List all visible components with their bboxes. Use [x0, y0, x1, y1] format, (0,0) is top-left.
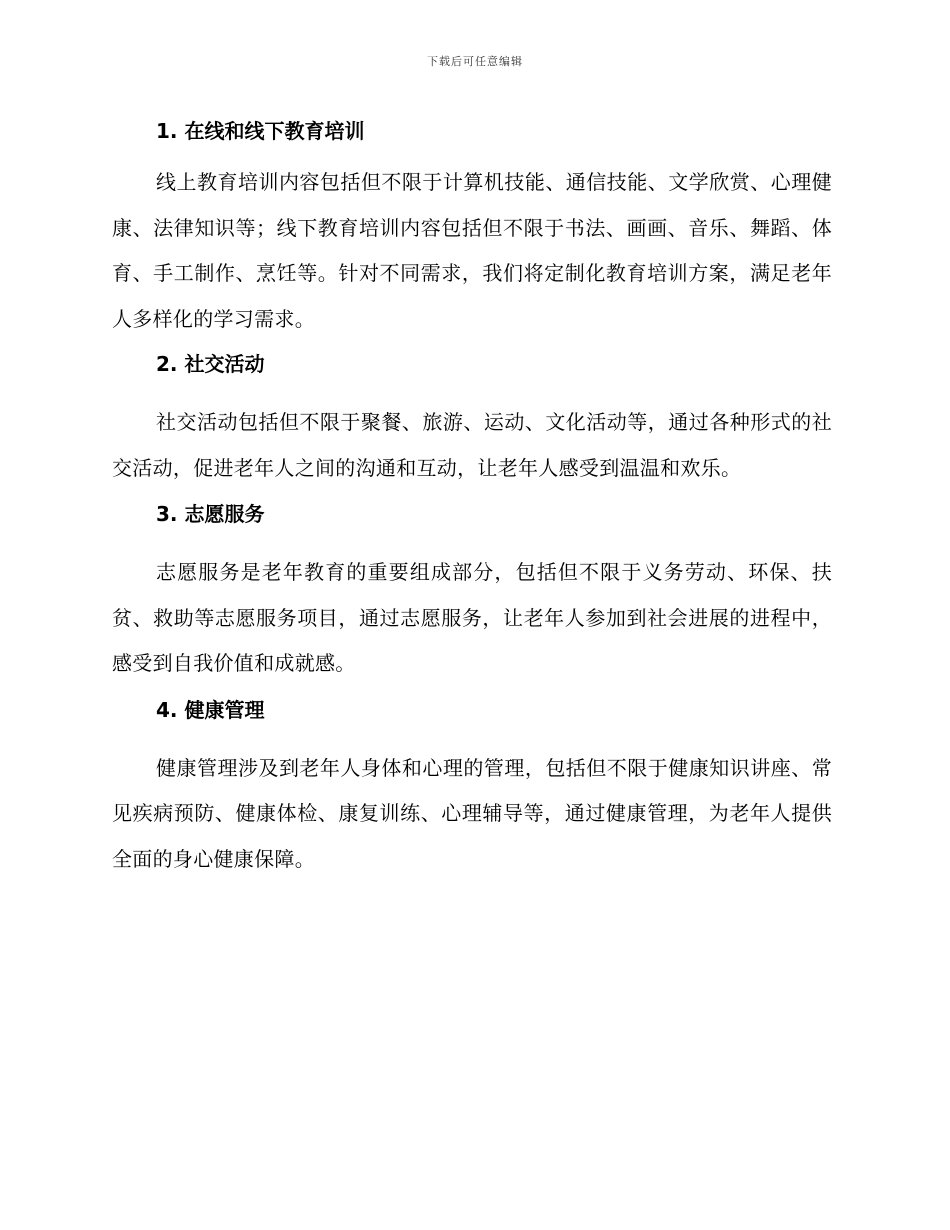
section-body-education-training: 线上教育培训内容包括但不限于计算机技能、通信技能、文学欣赏、心理健康、法律知识等；线下教育培训内容包括但不限于书法、画画、音乐、舞蹈、体育、手工制作、烹饪等。针对不同需求，我们将定制化教育培训方案，满足老年人多样化的学习需求。	[112, 170, 832, 331]
document-content	[112, 112, 832, 882]
page-header-note: 下载后可任意编辑	[427, 55, 523, 68]
section-body-volunteer-service: 志愿服务是老年教育的重要组成部分，包括但不限于义务劳动、环保、扶贫、救助等志愿服务项目，通过志愿服务，让老年人参加到社会进展的进程中，感受到自我价值和成就感。	[112, 560, 832, 675]
section-heading-health-management: 4. 健康管理	[156, 697, 265, 722]
section-heading-education-training: 1. 在线和线下教育培训	[156, 119, 365, 143]
section-heading-social-activities: 2. 社交活动	[156, 352, 265, 376]
section-body-health-management: 健康管理涉及到老年人身体和心理的管理，包括但不限于健康知识讲座、常见疾病预防、健康体检、康复训练、心理辅导等，通过健康管理，为老年人提供全面的身心健康保障。	[112, 755, 832, 871]
section-heading-volunteer-service: 3. 志愿服务	[156, 502, 265, 526]
section-body-social-activities: 社交活动包括但不限于聚餐、旅游、运动、文化活动等，通过各种形式的社交活动，促进老年人之间的沟通和互动，让老年人感受到温温和欢乐。	[112, 410, 832, 480]
